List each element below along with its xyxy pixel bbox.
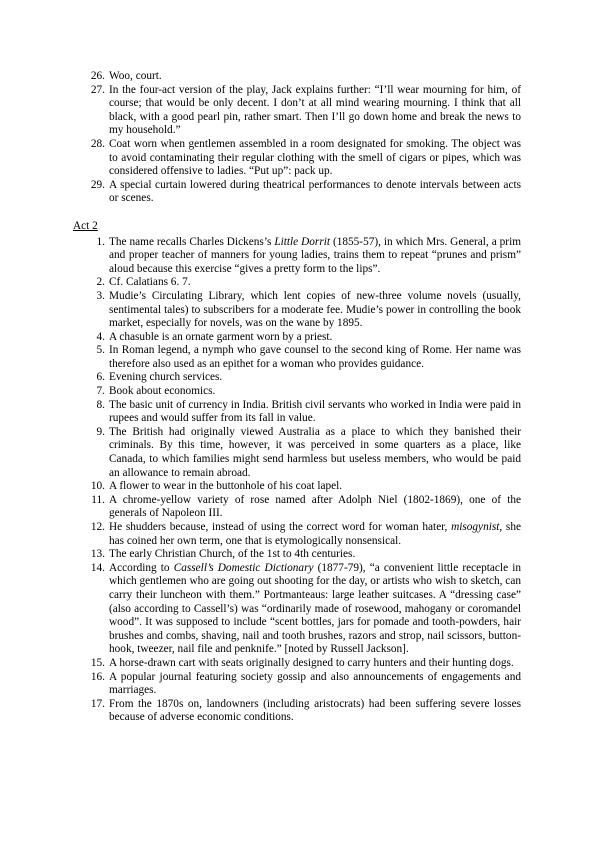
note-number: 28. [90, 137, 105, 150]
note-item [89, 236, 521, 277]
note-item [89, 371, 521, 385]
note-text-post: , she has coined her own term, one that is etymologically nonsensical. [109, 521, 521, 547]
note-text: Cf. Calatians 6. 7. [109, 276, 191, 289]
note-number: 29. [90, 178, 105, 191]
note-number: 15. [90, 656, 105, 669]
note-text-post: (1877-79), “a convenient little receptacle in which gentlemen who are going out shooting for the day, or artists who wish to sketch, can carry their luncheon with them.” Portmanteaus: large leather suitcases. A “dressing case” (also according to Cassell’s) was “ordinarily made of rosewood, mahogany or coromandel wood”. It was supposed to include “scent bottles, jars for pomade and tooth-powders, hair brushes and combs, shaving, nail and tooth brushes, razors and strop, nail scissors, button-hook, tweezer, nail file and penknife.” [noted by Russell Jackson]. [109, 561, 521, 656]
note-number: 14. [90, 561, 105, 574]
note-number: 16. [90, 670, 105, 683]
note-item [89, 657, 521, 671]
note-item [89, 562, 521, 657]
note-title-italic: Cassell’s Domestic Dictionary [173, 561, 314, 574]
note-item [89, 399, 521, 426]
document-page [73, 70, 521, 725]
note-number: 13. [90, 548, 105, 561]
note-number: 11. [91, 493, 105, 506]
note-text: A popular journal featuring society gossip and also announcements of engagements and marriages. [109, 670, 521, 697]
note-number: 7. [96, 385, 105, 398]
note-item [89, 138, 521, 179]
note-number: 6. [96, 371, 105, 384]
note-number: 26. [90, 70, 105, 82]
note-text: A special curtain lowered during theatrical performances to denote intervals between acts or scenes. [109, 178, 521, 205]
note-text: Evening church services. [109, 371, 223, 384]
note-text: The British had originally viewed Australia as a place to which they banished their criminals. By this time, however, it was perceived in some quarters as a place, like Canada, to which families might send harmless but useless members, who would be paid an allowance to remain abroad. [109, 425, 521, 479]
note-text: The basic unit of currency in India. British civil servants who worked in India were paid in rupees and would suffer from its fall in value. [109, 398, 521, 425]
note-item [89, 385, 521, 399]
note-number: 9. [96, 425, 105, 438]
note-text: Woo, court. [109, 70, 162, 82]
note-number: 17. [90, 697, 105, 710]
note-number: 12. [90, 521, 105, 533]
note-item [89, 179, 521, 206]
note-number: 8. [96, 398, 105, 411]
note-text: A chasuble is an ornate garment worn by a priest. [109, 330, 333, 343]
note-text-post: (1855-57), in which Mrs. General, a prim and proper teacher of manners for young ladies, trains them to repeat “prunes and prism” aloud because this exercise “gives a pretty form to the lips”. [109, 235, 521, 275]
note-item [89, 494, 521, 521]
note-number: 4. [96, 330, 105, 343]
note-item [89, 276, 521, 290]
section-heading-act-2: Act 2 [73, 219, 98, 232]
note-item [89, 84, 521, 138]
note-text: A horse-drawn cart with seats originally designed to carry hunters and their hunting dogs. [109, 656, 514, 669]
note-item [89, 548, 521, 562]
note-number: 3. [96, 289, 105, 302]
note-text: Book about economics. [109, 385, 216, 398]
note-item [89, 70, 521, 84]
note-text-pre: According to [109, 561, 174, 574]
note-item [89, 521, 521, 548]
note-text: The early Christian Church, of the 1st to 4th centuries. [109, 548, 356, 561]
note-title-italic: Little Dorrit [274, 235, 330, 248]
note-text: A flower to wear in the buttonhole of his coat lapel. [109, 480, 343, 493]
note-item [89, 290, 521, 331]
note-term-italic: misogynist [451, 521, 500, 533]
note-text: A chrome-yellow variety of rose named after Adolph Niel (1802-1869), one of the generals of Napoleon III. [109, 493, 521, 520]
note-text: Mudie’s Circulating Library, which lent copies of new-three volume novels (usually, sentimental tales) to subscribers for a moderate fee. Mudie’s power in controlling the book market, especially for novels, was on the wane by 1895. [109, 289, 521, 330]
note-text-pre: He shudders because, instead of using the correct word for woman hater, [109, 521, 452, 533]
note-text: In the four-act version of the play, Jack explains further: “I’ll wear mourning for him, of course; that would be only decent. I don’t at all mind wearing mourning. I think that all black, with a good pearl pin, rather smart. Then I’ll go down home and break the news to my household.” [109, 83, 521, 137]
notes-list-act2 [89, 236, 521, 725]
note-text: From the 1870s on, landowners (including aristocrats) had been suffering severe losses because of adverse economic conditions. [109, 697, 521, 724]
note-item [89, 698, 521, 725]
notes-list-act1 [89, 70, 521, 206]
note-number: 1. [96, 235, 105, 248]
note-number: 2. [96, 276, 105, 289]
note-number: 5. [96, 344, 105, 357]
note-item [89, 426, 521, 480]
note-item [89, 671, 521, 698]
note-text-pre: The name recalls Charles Dickens’s [109, 235, 275, 248]
note-text: Coat worn when gentlemen assembled in a room designated for smoking. The object was to avoid contaminating their regular clothing with the smell of cigars or pipes, which was considered offensive to ladies. “Put up”: pack up. [109, 137, 521, 178]
note-item [89, 331, 521, 345]
note-text: In Roman legend, a nymph who gave counsel to the second king of Rome. Her name was therefore also used as an epithet for a woman who provides guidance. [109, 344, 521, 370]
note-number: 10. [90, 480, 105, 493]
note-item [89, 480, 521, 494]
note-item [89, 344, 521, 371]
note-number: 27. [90, 83, 105, 96]
